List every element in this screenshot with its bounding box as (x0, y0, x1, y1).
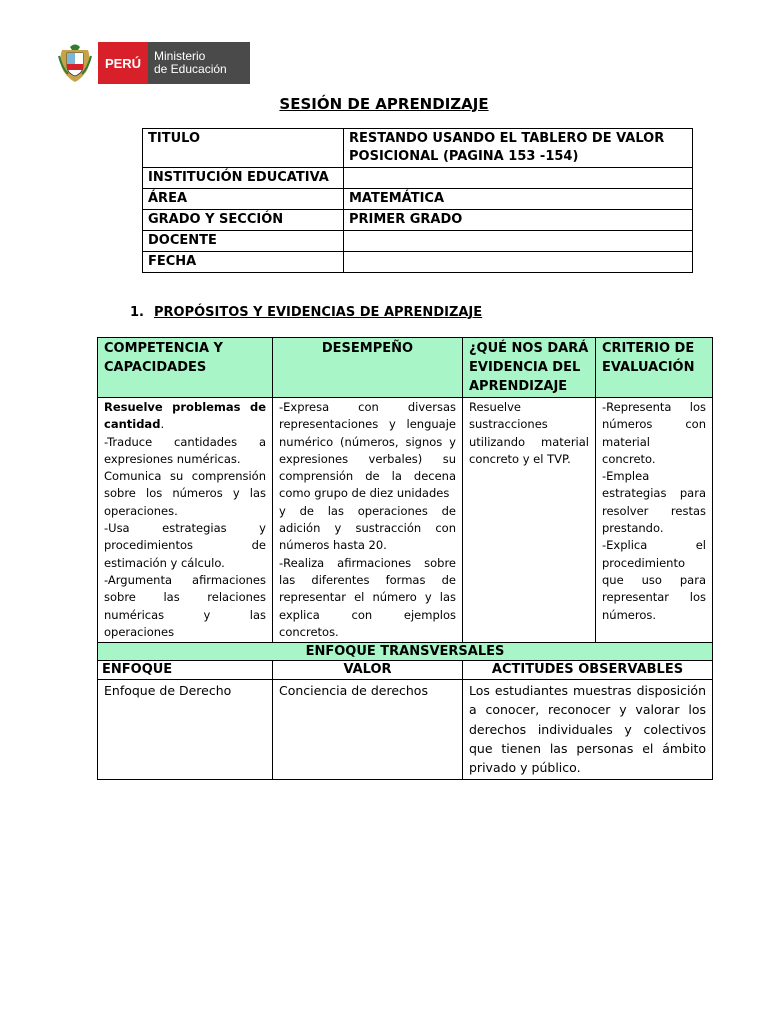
section-heading (130, 305, 482, 320)
info-row (143, 189, 693, 210)
criterio-line: -Representa los números con material concreto. (602, 400, 706, 466)
info-value (344, 252, 693, 273)
header-competencia: COMPETENCIA Y CAPACIDADES (98, 338, 273, 398)
purposes-row (98, 398, 713, 643)
desempeno-line: y de las operaciones de adición y sustracción con números hasta 20. (279, 503, 456, 553)
purposes-header-row (98, 338, 713, 398)
header-valor: VALOR (273, 661, 463, 680)
ministry-label (148, 42, 250, 84)
criterio-cell (596, 398, 713, 643)
competencia-line: Comunica su comprensión sobre los números y las operaciones. (104, 469, 266, 518)
info-label: ÁREA (143, 189, 344, 210)
competencia-line: -Traduce cantidades a expresiones numéricas. (104, 434, 266, 466)
desempeno-line: -Realiza afirmaciones sobre las diferentes formas de representar el número y las explica con ejemplos concretos. (279, 555, 456, 639)
info-label: GRADO Y SECCIÓN (143, 210, 344, 231)
info-row (143, 129, 693, 168)
ministry-line-1: Ministerio (154, 49, 206, 63)
actitudes-cell: Los estudiantes muestras disposición a conocer, reconocer y valorar los derechos individuales y colectivos que tienen las personas el ámbito privado y público. (463, 680, 713, 779)
section-title: PROPÓSITOS Y EVIDENCIAS DE APRENDIZAJE (153, 305, 483, 320)
coat-of-arms-icon (56, 42, 94, 84)
competencia-line: -Usa estrategias y procedimientos de estimación y cálculo. (104, 521, 266, 570)
transversal-header-row (98, 661, 713, 680)
competencia-line: -Argumenta afirmaciones sobre las relaciones numéricas y las operaciones (104, 572, 266, 639)
transversal-row (98, 680, 713, 779)
header-actitudes: ACTITUDES OBSERVABLES (463, 661, 713, 680)
header-criterio: CRITERIO DE EVALUACIÓN (596, 338, 713, 398)
header-desempeno: DESEMPEÑO (273, 338, 463, 398)
info-row (143, 252, 693, 273)
evidencia-text: Resuelve sustracciones utilizando material concreto y el TVP. (469, 400, 589, 466)
info-value: MATEMÁTICA (344, 189, 693, 210)
info-label: DOCENTE (143, 231, 344, 252)
desempeno-cell (273, 398, 463, 643)
criterio-line: -Explica el procedimiento que uso para representar los números. (602, 538, 706, 622)
info-row (143, 210, 693, 231)
header-enfoque: ENFOQUE (98, 661, 273, 680)
valor-cell: Conciencia de derechos (273, 680, 463, 779)
ministry-logo (56, 42, 250, 84)
purposes-table (97, 337, 713, 780)
info-label: INSTITUCIÓN EDUCATIVA (143, 168, 344, 189)
competencia-cell: Resuelve problemas de cantidad. -Traduce cantidades a expresiones numéricas. Comunica su comprensión sobre los números y las operaciones. -Usa estrategias y procedimientos de estimación y cálculo. -Argumenta afirmaciones sobre las relaciones numéricas y las operaciones (98, 398, 273, 643)
transversal-title-row (98, 643, 713, 661)
session-info-table (142, 128, 693, 273)
info-row (143, 231, 693, 252)
desempeno-line: -Expresa con diversas representaciones y lenguaje numérico (números, signos y expresiones verbales) su comprensión de la decena como grupo de diez unidades (279, 400, 456, 501)
section-number: 1. (130, 305, 144, 320)
info-value (344, 231, 693, 252)
header-evidencia: ¿QUÉ NOS DARÁ EVIDENCIA DEL APRENDIZAJE (463, 338, 596, 398)
criterio-line: -Emplea estrategias para resolver restas prestando. (602, 469, 706, 536)
info-row (143, 168, 693, 189)
transversal-title: ENFOQUE TRANSVERSALES (98, 643, 713, 661)
info-value: RESTANDO USANDO EL TABLERO DE VALOR POSICIONAL (PAGINA 153 -154) (344, 129, 693, 168)
ministry-line-2: de Educación (154, 62, 227, 76)
enfoque-cell: Enfoque de Derecho (98, 680, 273, 779)
info-value (344, 168, 693, 189)
info-label: FECHA (143, 252, 344, 273)
info-value: PRIMER GRADO (344, 210, 693, 231)
peru-label: PERÚ (98, 42, 148, 84)
page-title: SESIÓN DE APRENDIZAJE (279, 95, 489, 113)
info-label: TITULO (143, 129, 344, 168)
evidencia-cell (463, 398, 596, 643)
competencia-title: Resuelve problemas de cantidad (104, 400, 266, 432)
